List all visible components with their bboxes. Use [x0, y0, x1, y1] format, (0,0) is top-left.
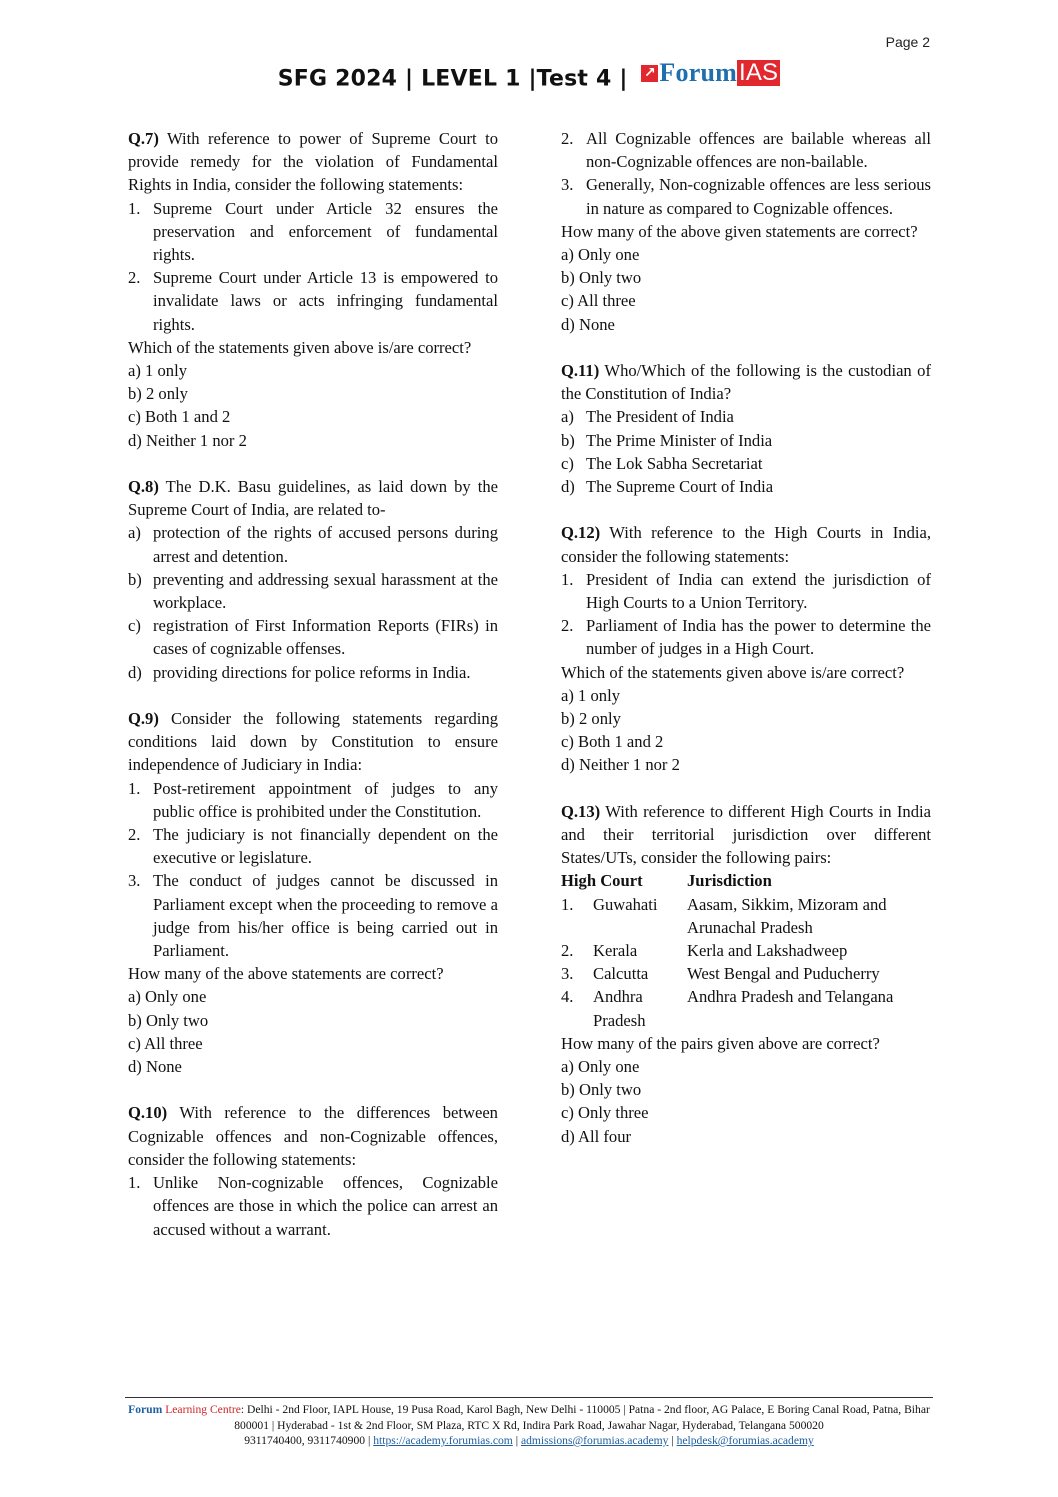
header-high-court: High Court — [561, 871, 643, 891]
item-text: All Cognizable offences are bailable whereas all non-Cognizable offences are non-bailable. — [586, 129, 931, 172]
header-jurisdiction: Jurisdiction — [687, 871, 772, 891]
question-number: Q.13) — [561, 801, 601, 821]
pair-cell: 3. — [561, 964, 574, 984]
question-prompt: Which of the statements given above is/are correct? — [128, 337, 472, 357]
item-text: Unlike Non-cognizable offences, Cognizable offences are those in which the police can arrest an accused without a warrant. — [153, 1173, 498, 1239]
pairs-table — [561, 869, 931, 1031]
question-number: Q.8) — [128, 477, 159, 497]
answer-option: a) Only one — [561, 1057, 640, 1077]
item-marker: 2. — [561, 616, 574, 636]
pair-row — [561, 893, 931, 939]
answer-option: d) Neither 1 nor 2 — [128, 430, 247, 450]
answer-option: b) 2 only — [128, 384, 188, 404]
question-13 — [561, 800, 931, 1148]
statement-item — [561, 452, 931, 475]
item-marker: 1. — [561, 569, 574, 589]
item-marker: c) — [128, 616, 141, 636]
question-number: Q.11) — [561, 361, 600, 381]
pair-cell: Andhra Pradesh — [593, 987, 646, 1030]
pair-cell: 1. — [561, 894, 574, 914]
item-text: The Supreme Court of India — [586, 477, 774, 497]
pair-cell: Calcutta — [593, 964, 649, 984]
helpdesk-email-link[interactable]: helpdesk@forumias.academy — [676, 1434, 814, 1447]
item-marker: b) — [128, 569, 142, 589]
item-marker: 3. — [561, 175, 574, 195]
answer-option: c) Both 1 and 2 — [561, 732, 664, 752]
statement-item — [128, 266, 498, 336]
footer-brand-forum: Forum — [128, 1403, 163, 1416]
answer-option: b) Only two — [561, 1080, 642, 1100]
page-header — [0, 58, 1058, 94]
statement-item — [561, 614, 931, 660]
item-text: The President of India — [586, 407, 734, 427]
logo-forum-text: Forum — [659, 58, 737, 87]
question-text — [128, 475, 498, 521]
item-text: Generally, Non-cognizable offences are less serious in nature as compared to Cognizable offences. — [586, 175, 931, 218]
answer-option: a) 1 only — [128, 361, 187, 381]
item-marker: 1. — [128, 778, 141, 798]
question-stem: With reference to the High Courts in India, consider the following statements: — [561, 523, 931, 566]
question-number: Q.10) — [128, 1103, 168, 1123]
question-stem: With reference to power of Supreme Court to provide remedy for the violation of Fundamental Rights in India, consider the following statements: — [128, 129, 498, 195]
item-marker: 1. — [128, 1173, 141, 1193]
item-marker: d) — [128, 662, 142, 682]
answer-option: c) All three — [561, 291, 636, 311]
question-prompt: How many of the pairs given above are correct? — [561, 1033, 880, 1053]
statement-item — [561, 568, 931, 614]
statement-item — [128, 823, 498, 869]
answer-option: c) All three — [128, 1033, 203, 1053]
statement-item — [128, 661, 498, 684]
question-prompt: Which of the statements given above is/are correct? — [561, 662, 905, 682]
item-text: preventing and addressing sexual harassment at the workplace. — [153, 569, 498, 613]
left-column — [128, 127, 498, 1264]
question-stem: Consider the following statements regarding conditions laid down by Constitution to ensure independence of Judiciary in India: — [128, 709, 498, 775]
statement-item — [561, 475, 931, 498]
question-text — [561, 359, 931, 405]
question-stem: With reference to the differences between Cognizable offences and non-Cognizable offences, consider the following statements: — [128, 1103, 498, 1169]
statement-item — [128, 614, 498, 660]
question-prompt: How many of the above given statements are correct? — [561, 221, 918, 241]
footer-address: : Delhi - 2nd Floor, IAPL House, 19 Pusa Road, Karol Bagh, New Delhi - 110005 | Patna - 2nd floor, AG Palace, E Boring Canal Road, Patna, Bihar 800001 | Hyderabad - 1st & 2nd Floor, SM Plaza, RTC X Rd, Indira Park Road, Jawahar Nagar, Hyderabad, Telangana 500020 — [234, 1403, 930, 1432]
item-text: Supreme Court under Article 13 is empowered to invalidate laws or acts infringing fundamental rights. — [153, 268, 498, 334]
item-marker: 2. — [128, 825, 141, 845]
item-text: The Prime Minister of India — [586, 430, 773, 450]
answer-option: d) None — [128, 1057, 182, 1077]
item-marker: b) — [561, 430, 575, 450]
answer-option: d) All four — [561, 1126, 632, 1146]
pair-cell: 2. — [561, 941, 574, 961]
website-link[interactable]: https://academy.forumias.com — [373, 1434, 513, 1447]
item-marker: 1. — [128, 198, 141, 218]
statement-item — [561, 127, 931, 173]
question-prompt: How many of the above statements are correct? — [128, 964, 444, 984]
item-marker: 2. — [561, 129, 574, 148]
answer-option: d) None — [561, 314, 615, 334]
question-block — [561, 127, 931, 336]
forumias-logo — [641, 58, 780, 88]
question-block — [128, 127, 498, 452]
item-text: The Lok Sabha Secretariat — [586, 453, 763, 473]
question-number: Q.12) — [561, 523, 601, 543]
question-block — [561, 359, 931, 498]
item-text: The judiciary is not financially dependent on the executive or legislature. — [153, 825, 498, 868]
item-text: President of India can extend the jurisdiction of High Courts to a Union Territory. — [586, 569, 931, 613]
statement-item — [128, 869, 498, 962]
item-marker: a) — [128, 523, 141, 543]
answer-option: b) Only two — [561, 268, 642, 288]
answer-option: d) Neither 1 nor 2 — [561, 755, 680, 775]
item-marker: d) — [561, 477, 575, 497]
question-text — [128, 707, 498, 777]
question-text — [561, 521, 931, 567]
pair-row — [561, 985, 931, 1031]
statement-item — [561, 405, 931, 428]
item-marker: c) — [561, 453, 574, 473]
footer-brand-rest: Learning Centre — [165, 1403, 241, 1416]
right-column — [561, 127, 931, 1171]
item-text: providing directions for police reforms in India. — [153, 662, 471, 682]
pair-cell: Guwahati — [593, 894, 658, 914]
statement-item — [128, 777, 498, 823]
statement-item — [561, 173, 931, 219]
answer-option: a) Only one — [561, 245, 640, 265]
question-block — [128, 1101, 498, 1240]
item-text: Post-retirement appointment of judges to any public office is prohibited under the Constitution. — [153, 778, 498, 821]
pair-cell: Kerala — [593, 941, 638, 961]
answer-option: c) Both 1 and 2 — [128, 407, 231, 427]
pair-row — [561, 939, 931, 962]
question-number: Q.7) — [128, 129, 159, 148]
item-text: Parliament of India has the power to determine the number of judges in a High Court. — [586, 616, 931, 659]
pair-cell: Kerla and Lakshadweep — [687, 941, 848, 961]
page-number: Page 2 — [885, 34, 930, 50]
question-stem: Who/Which of the following is the custodian of the Constitution of India? — [561, 361, 931, 404]
pair-cell: Aasam, Sikkim, Mizoram and Arunachal Pradesh — [687, 894, 887, 937]
question-number: Q.9) — [128, 709, 159, 729]
logo-ias-text: IAS — [738, 59, 779, 86]
statement-item — [128, 521, 498, 567]
item-text: protection of the rights of accused persons during arrest and detention. — [153, 523, 498, 566]
answer-option: b) 2 only — [561, 709, 621, 729]
question-block — [561, 521, 931, 776]
pair-cell: West Bengal and Puducherry — [687, 964, 880, 984]
item-text: registration of First Information Reports (FIRs) in cases of cognizable offenses. — [153, 616, 498, 659]
question-stem: With reference to different High Courts in India and their territorial jurisdiction over different States/UTs, consider the following pairs: — [561, 801, 931, 868]
answer-option: a) Only one — [128, 987, 207, 1007]
question-block — [128, 707, 498, 1078]
item-marker: a) — [561, 407, 574, 427]
pair-row — [561, 962, 931, 985]
question-text — [128, 1101, 498, 1171]
statement-item — [128, 1171, 498, 1241]
footer: Forum Learning Centre: Delhi - 2nd Floor, IAPL House, 19 Pusa Road, Karol Bagh, New Delhi - 110005 | Patna - 2nd floor, AG Palace, E Boring Canal Road, Patna, Bihar 800001 | Hyderabad - 1st & 2nd Floor, SM Plaza, RTC X Rd, Indira Park Road, Jawahar Nagar, Hyderabad, Telangana 500020 9311740400, 9311740900 | https://academy.forumias.com | admissions@forumias.academy | helpdesk@forumias.academy — [125, 1397, 933, 1449]
answer-option: b) Only two — [128, 1010, 209, 1030]
question-block — [128, 475, 498, 684]
arrow-icon: ↗ — [641, 65, 658, 82]
test-title: SFG 2024 | LEVEL 1 |Test 4 | — [277, 66, 628, 92]
question-text — [128, 127, 498, 197]
statement-item — [128, 197, 498, 267]
answer-option: a) 1 only — [561, 685, 620, 705]
footer-phones: 9311740400, 9311740900 | — [244, 1434, 371, 1447]
pair-cell: 4. — [561, 987, 574, 1007]
statement-item — [128, 568, 498, 614]
question-stem: The D.K. Basu guidelines, as laid down by the Supreme Court of India, are related to- — [128, 477, 498, 520]
item-text: The conduct of judges cannot be discussed in Parliament except when the proceeding to remove a judge from his/her office is being carried out in Parliament. — [153, 871, 498, 961]
statement-item — [561, 429, 931, 452]
item-marker: 3. — [128, 871, 141, 891]
item-text: Supreme Court under Article 32 ensures the preservation and enforcement of fundamental rights. — [153, 198, 498, 265]
admissions-email-link[interactable]: admissions@forumias.academy — [520, 1434, 669, 1447]
item-marker: 2. — [128, 268, 141, 288]
pair-cell: Andhra Pradesh and Telangana — [687, 987, 894, 1007]
answer-option: c) Only three — [561, 1103, 649, 1123]
